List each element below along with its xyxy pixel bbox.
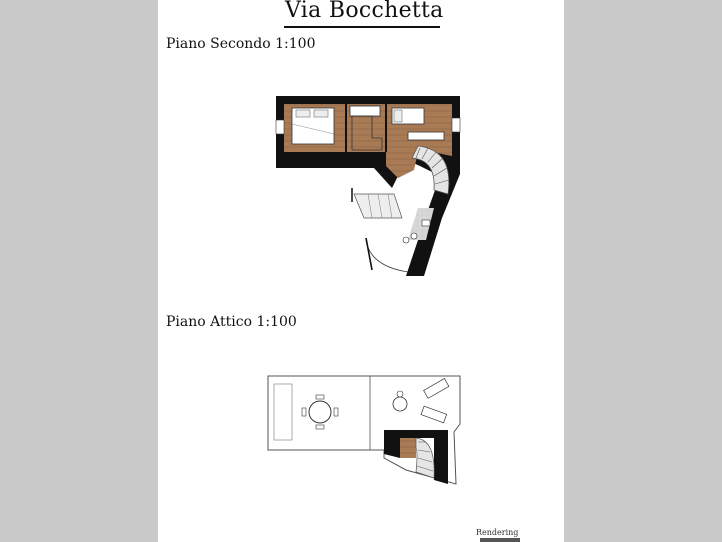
- plan-label-second-floor: Piano Secondo 1:100: [166, 36, 316, 52]
- rendering-credit: Rendering: [476, 528, 519, 537]
- title-underline: [284, 26, 440, 28]
- entry-stair-icon: [352, 188, 402, 218]
- floor-plan-second: [268, 90, 468, 280]
- door-swing-icon: [366, 238, 408, 272]
- window: [276, 120, 284, 134]
- desk: [408, 132, 444, 140]
- wardrobe: [350, 106, 380, 116]
- floor-plan-attic: [266, 372, 466, 488]
- window: [452, 118, 460, 132]
- single-bed-icon: [392, 108, 424, 124]
- wc-icon: [411, 233, 417, 239]
- page-title: Via Bocchetta: [285, 0, 444, 23]
- plan-label-attic: Piano Attico 1:100: [166, 314, 297, 330]
- bidet-icon: [403, 237, 409, 243]
- drawing-sheet: [158, 0, 564, 542]
- signature-mark: [480, 538, 520, 542]
- sink-icon: [422, 220, 430, 226]
- stair-core-floor: [400, 438, 416, 458]
- bed-icon: [292, 108, 334, 144]
